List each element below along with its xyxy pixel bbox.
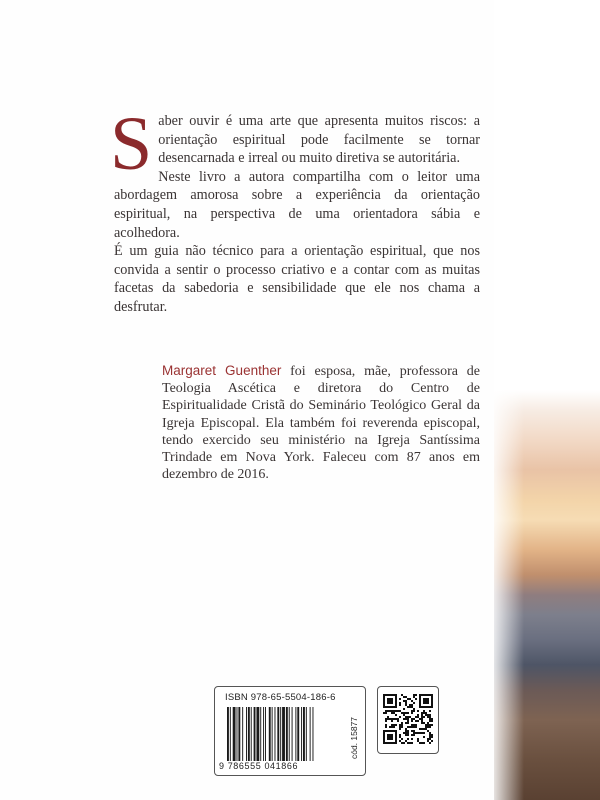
author-bio — [162, 362, 480, 483]
cod-label: cód. 15877 — [349, 716, 359, 760]
author-name: Margaret Guenther — [162, 363, 282, 378]
qr-box — [377, 686, 439, 754]
barcode-icon — [227, 707, 345, 761]
cod-label-wrap — [346, 705, 362, 771]
blurb-paragraph-2: Neste livro a autora compartilha com o leitor uma abordagem amorosa sobre a experiência da orientação espiritual, na perspectiva de uma orientadora sábia e acolhedora. — [114, 168, 480, 241]
blurb-paragraph-3: É um guia não técnico para a orientação espiritual, que nos convida a sentir o processo criativo e a contar com as muitas facetas da sabedoria e sensibilidade que ele nos chama a desfrutar. — [114, 243, 480, 315]
barcode-box — [214, 686, 366, 776]
sunset-fade — [494, 380, 524, 800]
author-bio-text: foi esposa, mãe, professora de Teologia Ascética e diretora do Centro de Espiritualidade Cristã do Seminário Teológico Geral da Igreja Episcopal. Ela também foi reverenda episcopal, tendo exercido seu ministério na Igreja Santíssima Trindade em Nova York. Faleceu com 87 anos em dezembro de 2016. — [162, 364, 481, 483]
barcode-digits: 9 786555 041866 — [219, 761, 299, 771]
blurb — [110, 102, 480, 317]
qr-code-icon — [383, 694, 433, 744]
drop-cap: S — [110, 102, 153, 186]
blurb-paragraph-1-text: aber ouvir é uma arte que apresenta muitos riscos: a orientação espiritual pode facilmente se tornar desencarnada e irreal ou muito diretiva se autoritária. — [158, 113, 480, 167]
blurb-paragraph-1 — [110, 102, 480, 186]
isbn-label: ISBN 978-65-5504-186-6 — [225, 692, 336, 703]
